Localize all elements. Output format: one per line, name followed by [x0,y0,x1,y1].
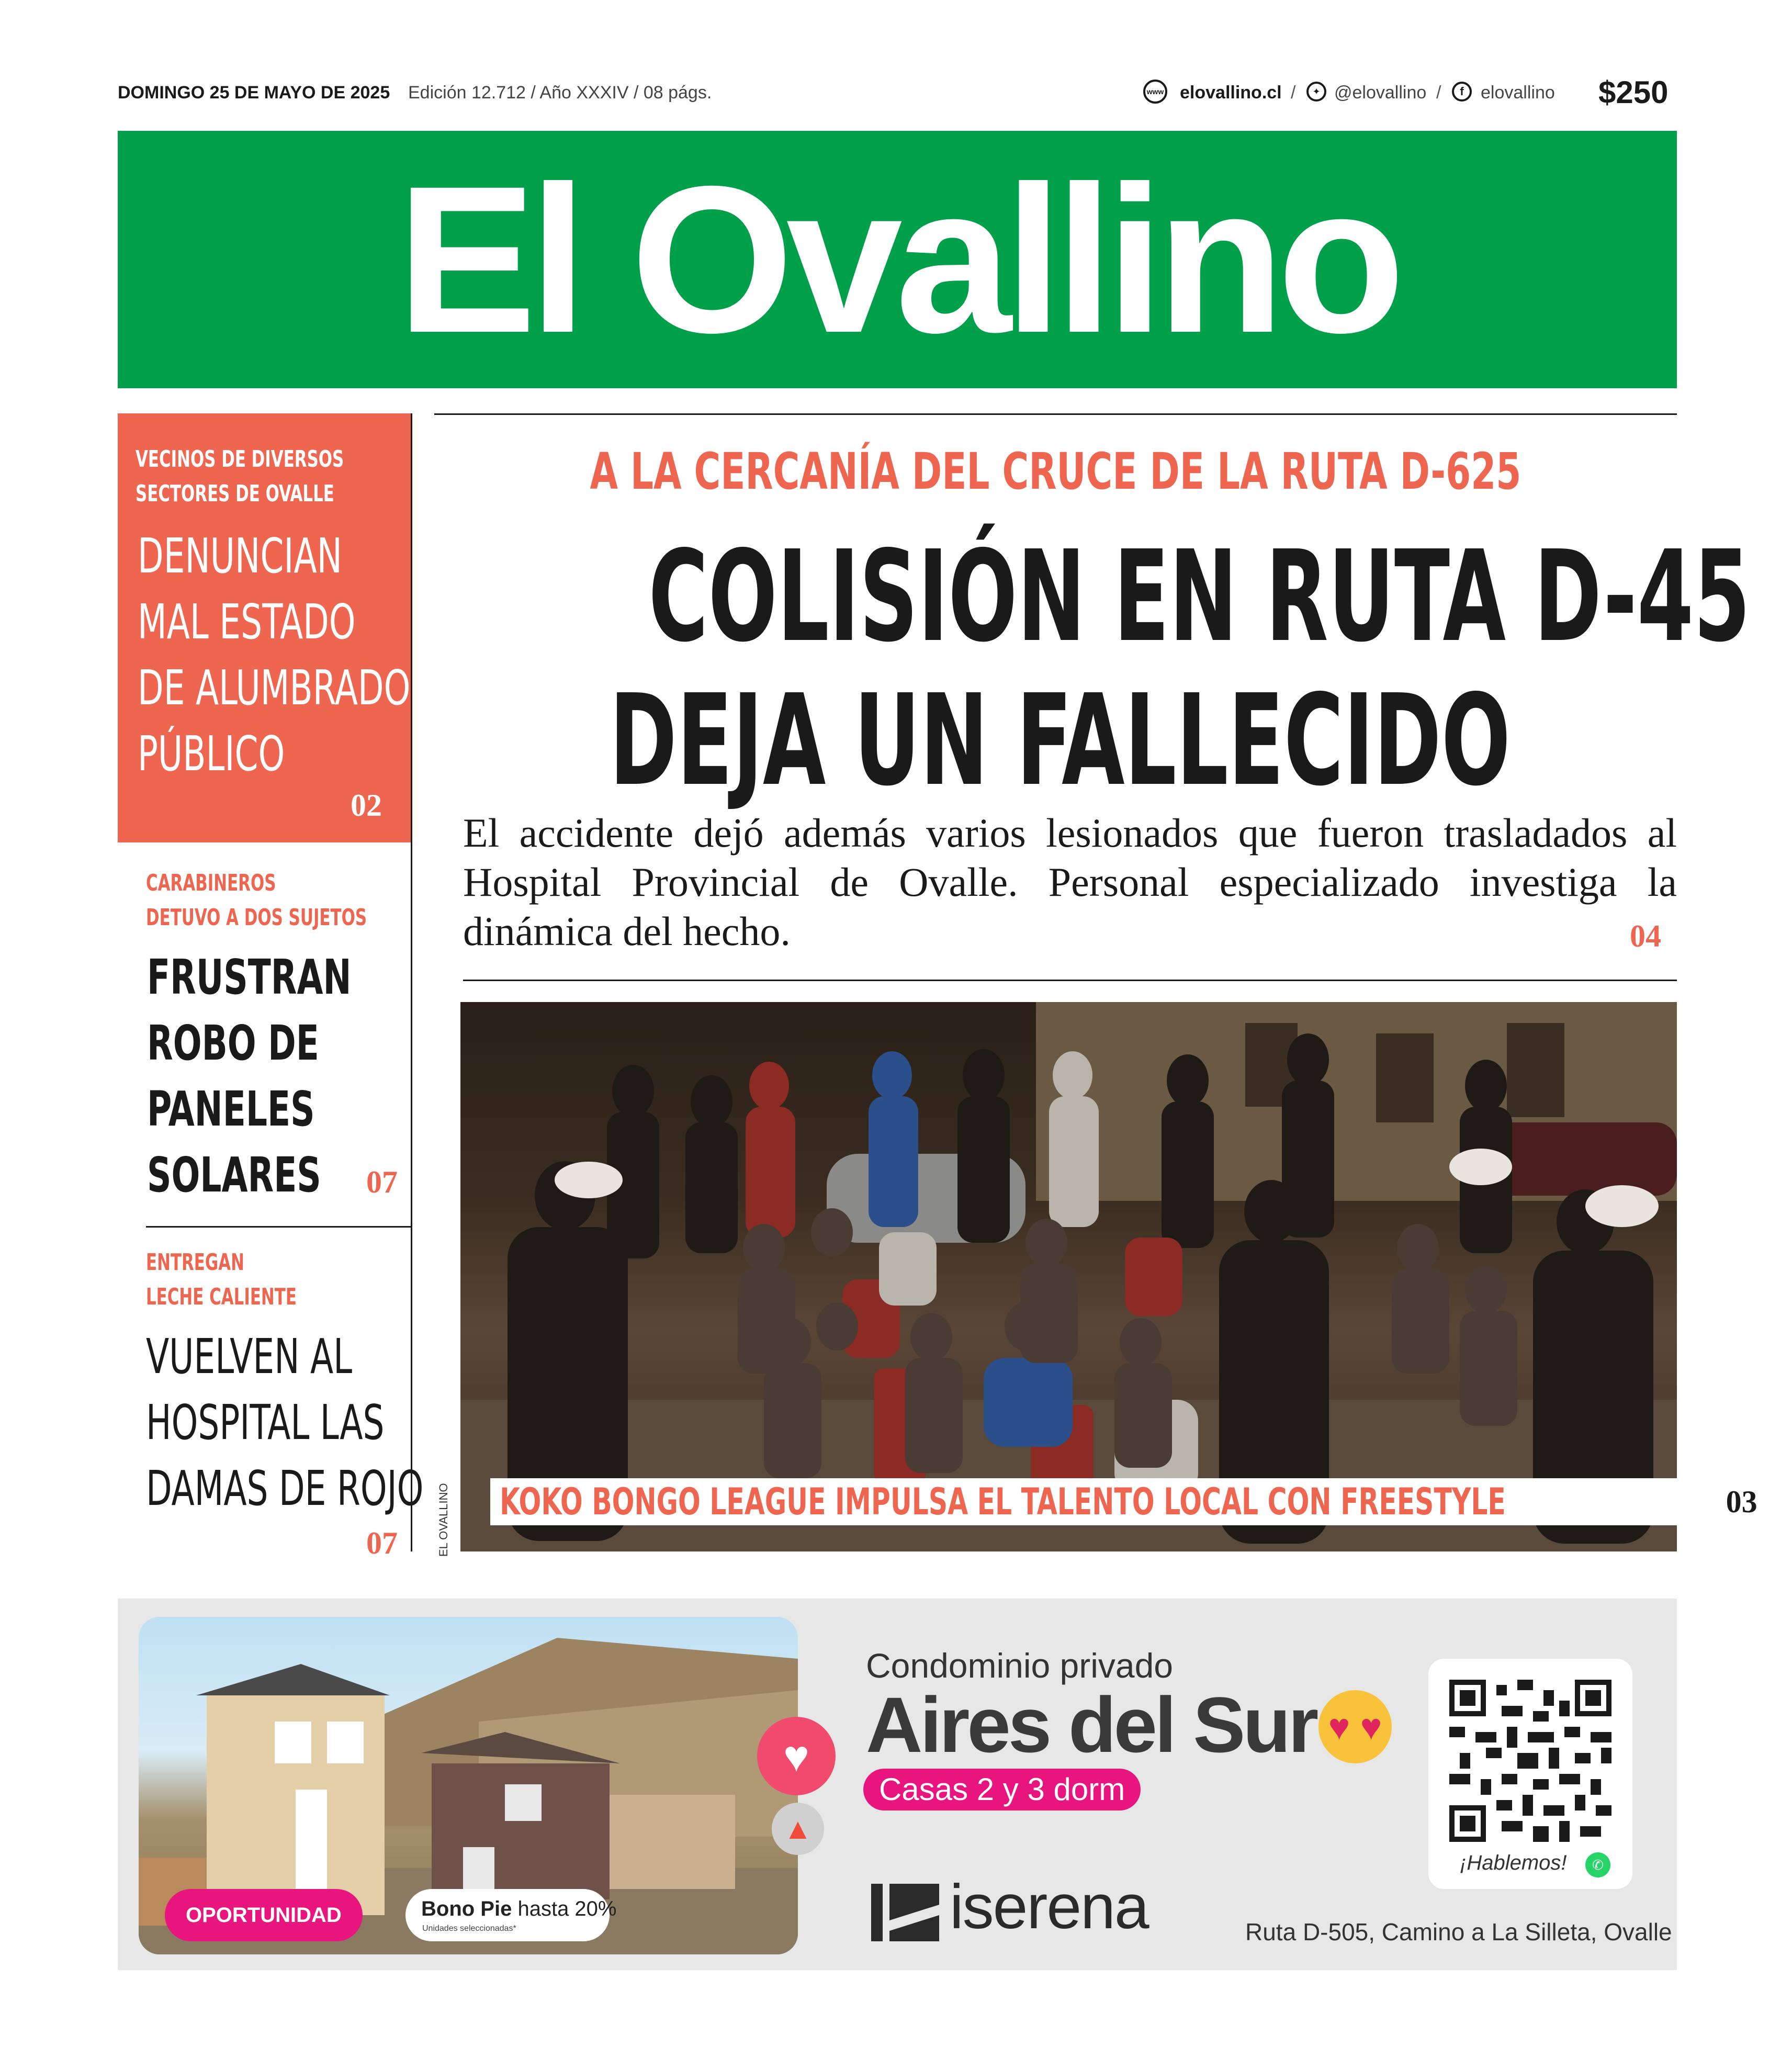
twitter-icon: ✦ [1306,82,1326,102]
whatsapp-icon[interactable]: ✆ [1585,1852,1610,1877]
twitter-handle[interactable]: @elovallino [1334,83,1427,103]
website-link[interactable]: elovallino.cl [1180,83,1282,103]
ad-brand-name: iserena [950,1872,1148,1942]
top-bar [118,75,1677,110]
issue-date: DOMINGO 25 DE MAYO DE 2025 [118,83,390,103]
ad-subtitle: Condominio privado [866,1646,1174,1685]
bono-pie-note: Unidades seleccionadas* [422,1924,516,1933]
story2-page-number: 07 [366,1165,398,1199]
facebook-handle[interactable]: elovallino [1481,83,1555,103]
ad-title: Aires del Sur [866,1681,1316,1769]
divider [146,1226,411,1228]
bono-pie-badge [405,1889,617,1941]
story1-page-number: 02 [351,788,382,823]
sidebar [118,413,424,1560]
main-story-deck: El accidente dejó además varios lesionados que fueron trasladados al Hospital Provincial de Ovalle. Personal especializado investiga la dinámica del hecho. [463,810,1677,954]
photo-caption-page-number: 03 [1726,1485,1757,1519]
qr-label: ¡Hablemos! [1460,1851,1567,1874]
story2-kicker: CARABINEROS DETUVO A DOS SUJETOS [146,870,367,931]
iserena-logo-icon [871,1884,939,1941]
freestyle-event-photo[interactable] [460,1002,1677,1551]
main-story-kicker: A LA CERCANÍA DEL CRUCE DE LA RUTA D-625 [590,442,1521,501]
divider [463,980,1677,981]
separator: / [1291,83,1296,103]
edition-info: Edición 12.712 / Año XXXIV / 08 págs. [408,83,712,103]
bono-pie-text: Bono Pie hasta 20% [421,1897,617,1920]
facebook-icon: f [1452,82,1472,102]
photo-caption[interactable] [490,1478,1767,1525]
ad-housing-pill: Casas 2 y 3 dorm [863,1769,1141,1810]
photo-credit: EL OVALLINO [437,1483,450,1557]
heart-icon: ♥ [757,1717,836,1795]
main-headline-line2[interactable]: DEJA UN FALLECIDO [609,667,1511,814]
story3-kicker: ENTREGAN LECHE CALIENTE [146,1249,297,1310]
photo-scene [460,1002,1677,1551]
photo-caption-text: KOKO BONGO LEAGUE IMPULSA EL TALENTO LOCAL CON FREESTYLE [500,1480,1506,1523]
price: $250 [1598,75,1669,110]
globe-icon: www [1143,80,1167,104]
fire-icon: ▲ [772,1803,824,1855]
qr-code [1449,1680,1611,1842]
story1-kicker: VECINOS DE DIVERSOS SECTORES DE OVALLE [136,446,344,507]
qr-code-card[interactable] [1428,1659,1632,1889]
newspaper-logo[interactable]: El Ovallino [397,142,1398,376]
main-story-page-number: 04 [1630,919,1661,953]
story2-headline[interactable]: FRUSTRAN ROBO DE PANELES SOLARES [147,949,352,1203]
story3-headline[interactable]: VUELVEN AL HOSPITAL LAS DAMAS DE ROJO [146,1329,424,1516]
masthead [118,131,1677,388]
advertisement[interactable] [118,1599,1677,1970]
opportunity-badge[interactable]: OPORTUNIDAD [165,1889,363,1941]
divider [434,413,1677,415]
ad-address: Ruta D-505, Camino a La Silleta, Ovalle [1245,1918,1672,1945]
story3-page-number: 07 [366,1526,398,1560]
main-headline-line1[interactable]: COLISIÓN EN RUTA D-45 [648,523,1751,670]
separator: / [1436,83,1441,103]
story1-headline[interactable]: DENUNCIAN MAL ESTADO DE ALUMBRADO PÚBLICO [138,528,411,782]
heart-eyes-emoji-icon: ♥ ♥ [1318,1690,1392,1763]
